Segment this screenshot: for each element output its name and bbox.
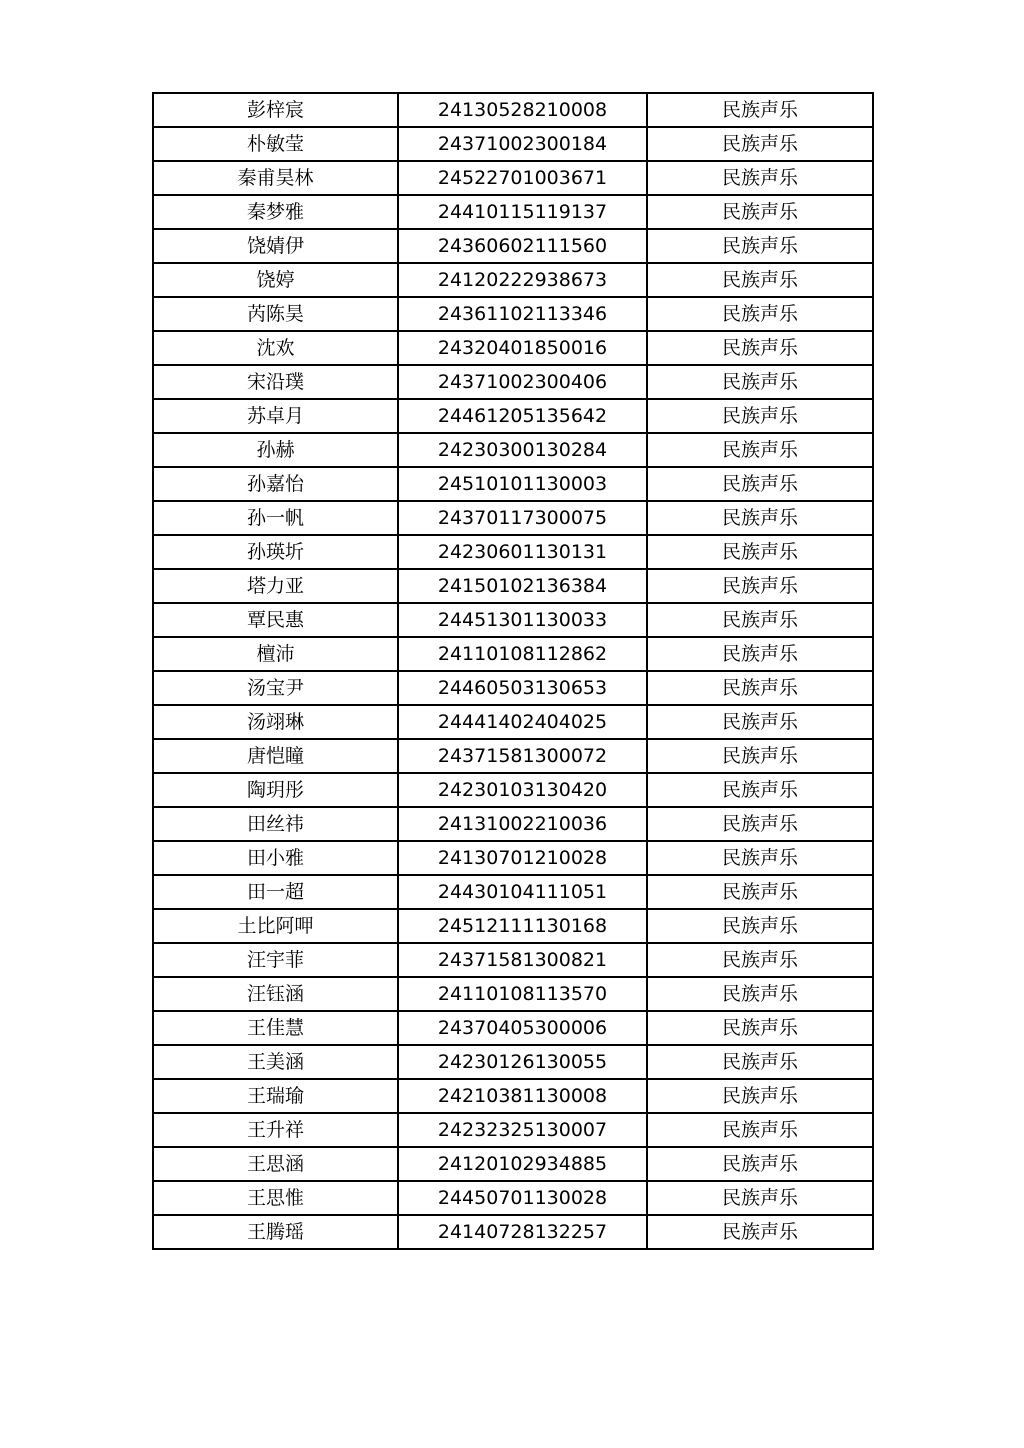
table-row <box>153 569 873 603</box>
candidate-id-cell: 24512111130168 <box>398 909 647 943</box>
major-cell: 民族声乐 <box>647 501 873 535</box>
candidate-id-cell: 24371581300072 <box>398 739 647 773</box>
candidate-name-cell: 孙赫 <box>153 433 398 467</box>
table-row <box>153 195 873 229</box>
major-cell: 民族声乐 <box>647 773 873 807</box>
candidate-id-cell: 24140728132257 <box>398 1215 647 1249</box>
candidate-name-cell: 汤翊琳 <box>153 705 398 739</box>
table-row <box>153 875 873 909</box>
table-row <box>153 1011 873 1045</box>
candidate-id-cell: 24230300130284 <box>398 433 647 467</box>
major-cell: 民族声乐 <box>647 841 873 875</box>
table-row <box>153 841 873 875</box>
candidate-id-cell: 24371581300821 <box>398 943 647 977</box>
table-row <box>153 943 873 977</box>
table-row <box>153 535 873 569</box>
candidate-id-cell: 24120102934885 <box>398 1147 647 1181</box>
candidate-id-cell: 24371002300184 <box>398 127 647 161</box>
candidate-name-cell: 田一超 <box>153 875 398 909</box>
candidate-id-cell: 24120222938673 <box>398 263 647 297</box>
table-row <box>153 127 873 161</box>
major-cell: 民族声乐 <box>647 365 873 399</box>
candidate-id-cell: 24370117300075 <box>398 501 647 535</box>
table-row <box>153 433 873 467</box>
candidate-name-cell: 宋沿璞 <box>153 365 398 399</box>
major-cell: 民族声乐 <box>647 433 873 467</box>
major-cell: 民族声乐 <box>647 1181 873 1215</box>
candidate-name-cell: 王腾瑶 <box>153 1215 398 1249</box>
candidate-name-cell: 田小雅 <box>153 841 398 875</box>
table-row <box>153 739 873 773</box>
major-cell: 民族声乐 <box>647 297 873 331</box>
table-row <box>153 1147 873 1181</box>
table-row <box>153 365 873 399</box>
table-row <box>153 603 873 637</box>
candidate-id-cell: 24232325130007 <box>398 1113 647 1147</box>
candidate-id-cell: 24410115119137 <box>398 195 647 229</box>
candidate-name-cell: 彭梓宸 <box>153 93 398 127</box>
candidate-id-cell: 24450701130028 <box>398 1181 647 1215</box>
table-row <box>153 297 873 331</box>
candidate-id-cell: 24460503130653 <box>398 671 647 705</box>
candidate-name-cell: 王美涵 <box>153 1045 398 1079</box>
major-cell: 民族声乐 <box>647 1079 873 1113</box>
major-cell: 民族声乐 <box>647 1147 873 1181</box>
table-row <box>153 1113 873 1147</box>
candidate-id-cell: 24110108113570 <box>398 977 647 1011</box>
candidate-name-cell: 覃民惠 <box>153 603 398 637</box>
table-row <box>153 1181 873 1215</box>
major-cell: 民族声乐 <box>647 1113 873 1147</box>
major-cell: 民族声乐 <box>647 943 873 977</box>
candidate-id-cell: 24131002210036 <box>398 807 647 841</box>
candidate-name-cell: 沈欢 <box>153 331 398 365</box>
candidate-name-cell: 土比阿呷 <box>153 909 398 943</box>
major-cell: 民族声乐 <box>647 467 873 501</box>
major-cell: 民族声乐 <box>647 127 873 161</box>
candidate-name-cell: 陶玥彤 <box>153 773 398 807</box>
candidate-id-cell: 24320401850016 <box>398 331 647 365</box>
candidate-name-cell: 王佳慧 <box>153 1011 398 1045</box>
candidate-id-cell: 24522701003671 <box>398 161 647 195</box>
candidate-name-cell: 王升祥 <box>153 1113 398 1147</box>
candidate-name-cell: 檀沛 <box>153 637 398 671</box>
candidate-id-cell: 24230601130131 <box>398 535 647 569</box>
major-cell: 民族声乐 <box>647 331 873 365</box>
candidate-id-cell: 24371002300406 <box>398 365 647 399</box>
candidate-name-cell: 王瑞瑜 <box>153 1079 398 1113</box>
candidate-name-cell: 汪钰涵 <box>153 977 398 1011</box>
candidate-id-cell: 24461205135642 <box>398 399 647 433</box>
table-row <box>153 671 873 705</box>
candidate-name-cell: 秦甫昊林 <box>153 161 398 195</box>
major-cell: 民族声乐 <box>647 569 873 603</box>
candidate-id-cell: 24110108112862 <box>398 637 647 671</box>
table-row <box>153 909 873 943</box>
major-cell: 民族声乐 <box>647 875 873 909</box>
table-row <box>153 399 873 433</box>
candidate-name-cell: 王思涵 <box>153 1147 398 1181</box>
candidate-id-cell: 24210381130008 <box>398 1079 647 1113</box>
table-row <box>153 501 873 535</box>
candidate-table <box>152 92 874 1250</box>
candidate-name-cell: 王思惟 <box>153 1181 398 1215</box>
candidate-id-cell: 24430104111051 <box>398 875 647 909</box>
table-row <box>153 637 873 671</box>
major-cell: 民族声乐 <box>647 399 873 433</box>
table-row <box>153 1079 873 1113</box>
table-row <box>153 705 873 739</box>
major-cell: 民族声乐 <box>647 263 873 297</box>
major-cell: 民族声乐 <box>647 739 873 773</box>
major-cell: 民族声乐 <box>647 1215 873 1249</box>
table-row <box>153 807 873 841</box>
major-cell: 民族声乐 <box>647 535 873 569</box>
candidate-name-cell: 苏卓月 <box>153 399 398 433</box>
candidate-name-cell: 唐恺瞳 <box>153 739 398 773</box>
table-row <box>153 331 873 365</box>
candidate-id-cell: 24451301130033 <box>398 603 647 637</box>
candidate-id-cell: 24130528210008 <box>398 93 647 127</box>
candidate-id-cell: 24230126130055 <box>398 1045 647 1079</box>
candidate-id-cell: 24130701210028 <box>398 841 647 875</box>
major-cell: 民族声乐 <box>647 705 873 739</box>
candidate-id-cell: 24361102113346 <box>398 297 647 331</box>
candidate-name-cell: 朴敏莹 <box>153 127 398 161</box>
major-cell: 民族声乐 <box>647 1045 873 1079</box>
candidate-name-cell: 塔力亚 <box>153 569 398 603</box>
table-row <box>153 229 873 263</box>
major-cell: 民族声乐 <box>647 603 873 637</box>
candidate-name-cell: 孙嘉怡 <box>153 467 398 501</box>
candidate-id-cell: 24230103130420 <box>398 773 647 807</box>
candidate-name-cell: 饶婷 <box>153 263 398 297</box>
candidate-table-body <box>153 93 873 1249</box>
candidate-id-cell: 24370405300006 <box>398 1011 647 1045</box>
major-cell: 民族声乐 <box>647 229 873 263</box>
major-cell: 民族声乐 <box>647 807 873 841</box>
candidate-name-cell: 饶婧伊 <box>153 229 398 263</box>
candidate-id-cell: 24441402404025 <box>398 705 647 739</box>
major-cell: 民族声乐 <box>647 671 873 705</box>
table-row <box>153 263 873 297</box>
table-row <box>153 773 873 807</box>
candidate-name-cell: 秦梦雅 <box>153 195 398 229</box>
candidate-name-cell: 孙一帆 <box>153 501 398 535</box>
candidate-name-cell: 汪宇菲 <box>153 943 398 977</box>
table-row <box>153 977 873 1011</box>
major-cell: 民族声乐 <box>647 195 873 229</box>
major-cell: 民族声乐 <box>647 1011 873 1045</box>
table-row <box>153 93 873 127</box>
candidate-id-cell: 24360602111560 <box>398 229 647 263</box>
candidate-name-cell: 田丝祎 <box>153 807 398 841</box>
major-cell: 民族声乐 <box>647 161 873 195</box>
table-row <box>153 161 873 195</box>
major-cell: 民族声乐 <box>647 909 873 943</box>
table-row <box>153 1215 873 1249</box>
candidate-name-cell: 芮陈昊 <box>153 297 398 331</box>
major-cell: 民族声乐 <box>647 637 873 671</box>
candidate-name-cell: 孙瑛圻 <box>153 535 398 569</box>
document-page <box>152 92 872 1250</box>
table-row <box>153 467 873 501</box>
major-cell: 民族声乐 <box>647 93 873 127</box>
table-row <box>153 1045 873 1079</box>
candidate-id-cell: 24150102136384 <box>398 569 647 603</box>
candidate-name-cell: 汤宝尹 <box>153 671 398 705</box>
major-cell: 民族声乐 <box>647 977 873 1011</box>
candidate-id-cell: 24510101130003 <box>398 467 647 501</box>
